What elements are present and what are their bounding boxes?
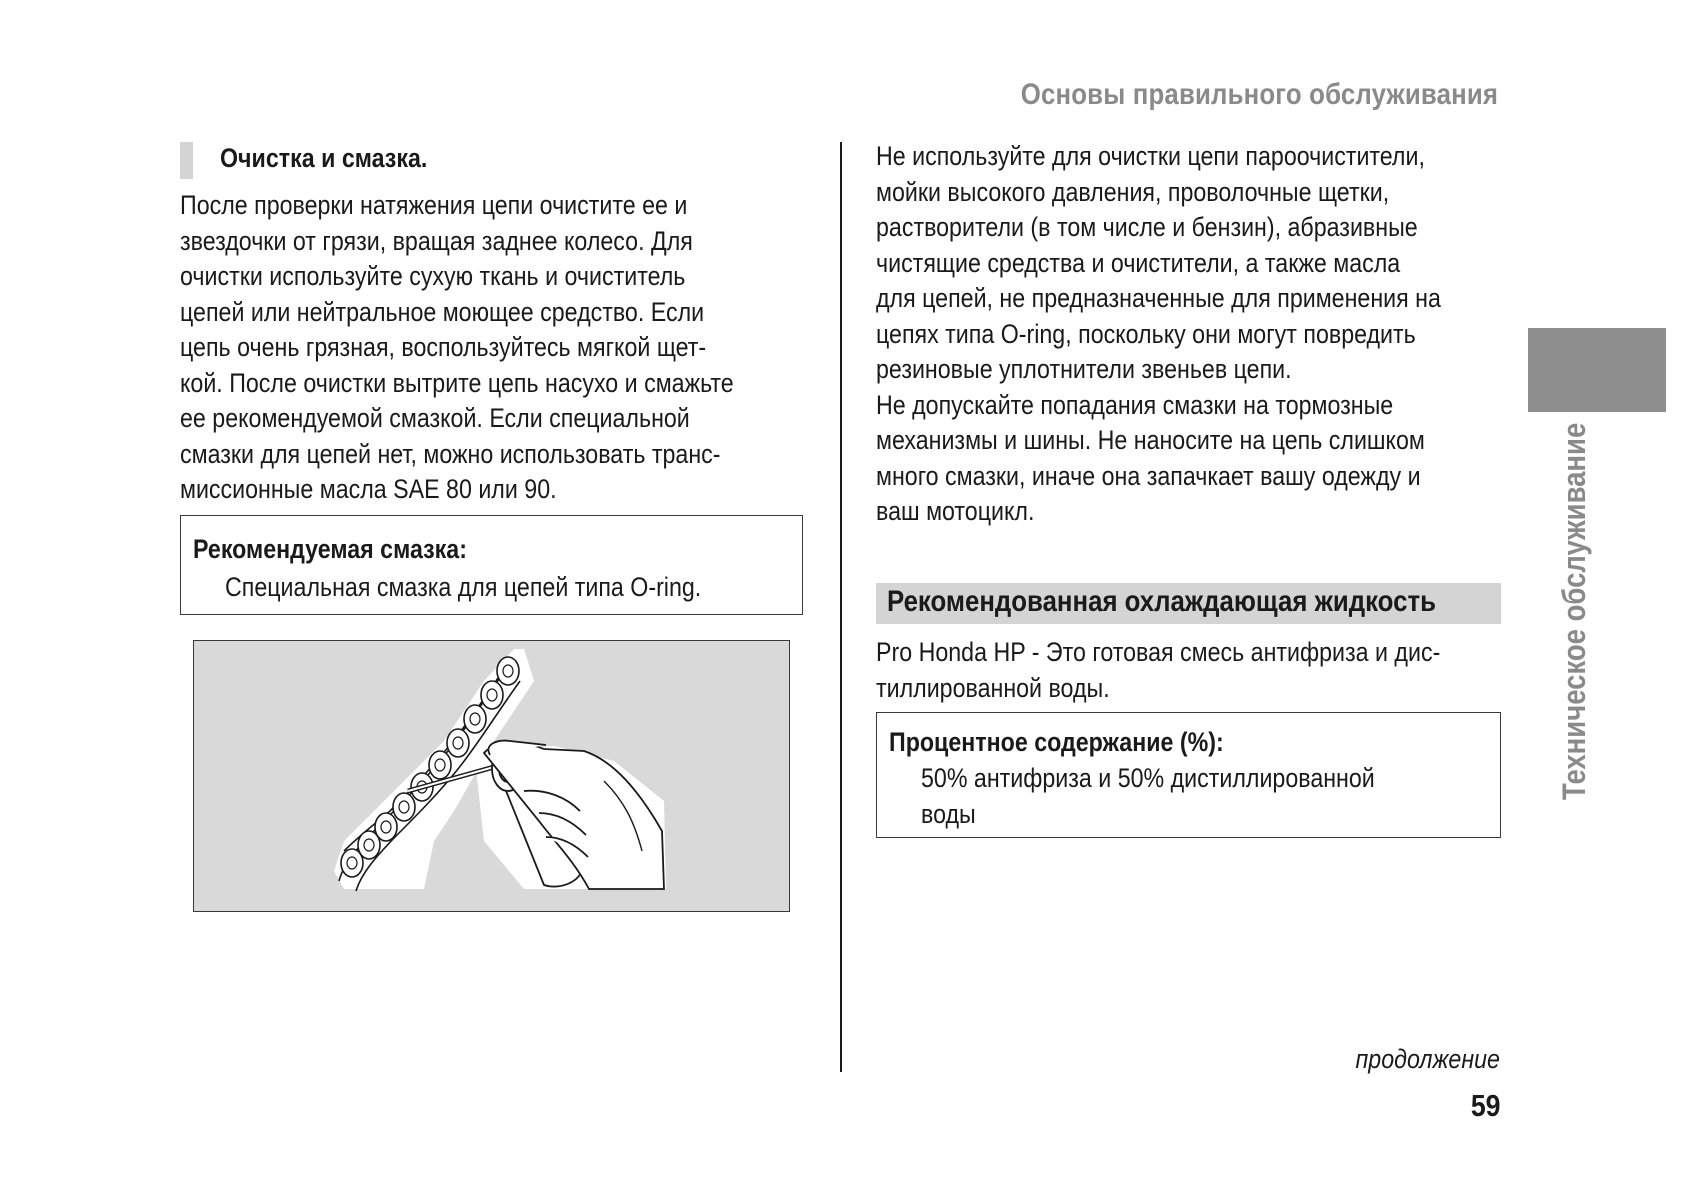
chain-lubrication-figure <box>193 640 790 912</box>
paragraph-line: кой. После очистки вытрите цепь насухо и смажьте <box>180 367 734 398</box>
paragraph-line: много смазки, иначе она запачкает вашу одежду и <box>876 460 1421 491</box>
box-line: воды <box>921 798 976 829</box>
paragraph-line: тиллированной воды. <box>876 672 1110 703</box>
heading-marker-bar <box>180 142 193 179</box>
paragraph-line: цепь очень грязная, воспользуйтесь мягкой щет- <box>180 332 707 362</box>
paragraph-line: растворители (в том числе и бензин), абразивные <box>876 212 1418 242</box>
paragraph-line: Не используйте для очистки цепи пароочистители, <box>876 141 1425 171</box>
box-line: 50% антифриза и 50% дистиллированной <box>921 763 1375 793</box>
coolant-percentage-box <box>876 712 1501 838</box>
side-tab-label <box>1556 361 1593 800</box>
paragraph-line: цепях типа O-ring, поскольку они могут повредить <box>876 318 1416 349</box>
paragraph-line: миссионные масла SAE 80 или 90. <box>180 474 557 504</box>
paragraph-line: После проверки натяжения цепи очистите ее и <box>180 190 688 220</box>
paragraph-line: звездочки от грязи, вращая заднее колесо. Для <box>180 225 693 256</box>
side-tab-label-text: Техническое обслуживание <box>1556 422 1592 800</box>
paragraph-line: очистки используйте сухую ткань и очиститель <box>180 261 686 291</box>
cleaning-lubrication-heading: Очистка и смазка. <box>220 143 428 173</box>
cleaning-warning-paragraph <box>876 139 1441 530</box>
section-header-title: Основы правильного обслуживания <box>1020 78 1498 111</box>
paragraph-line: чистящие средства и очистители, а также масла <box>876 247 1401 278</box>
paragraph-line: цепей или нейтральное моющее средство. Если <box>180 296 705 327</box>
paragraph-line: для цепей, не предназначенные для применения на <box>876 283 1441 313</box>
paragraph-line: мойки высокого давления, проволочные щетки, <box>876 176 1390 207</box>
coolant-paragraph <box>876 635 1440 706</box>
paragraph-line: Pro Honda HP - Это готовая смесь антифриза и дис- <box>876 637 1441 667</box>
coolant-percentage-text <box>921 761 1375 832</box>
paragraph-line: ваш мотоцикл. <box>876 496 1035 526</box>
chain-lubrication-illustration-icon <box>194 641 791 913</box>
coolant-heading: Рекомендованная охлаждающая жидкость <box>887 585 1436 618</box>
cleaning-lubrication-paragraph <box>180 188 734 508</box>
paragraph-line: смазки для цепей нет, можно использовать транс- <box>180 438 721 469</box>
recommended-lubricant-title: Рекомендуемая смазка: <box>193 534 467 564</box>
paragraph-line: резиновые уплотнители звеньев цепи. <box>876 354 1292 384</box>
recommended-lubricant-text: Специальная смазка для цепей типа O-ring. <box>225 572 702 602</box>
paragraph-line: механизмы и шины. Не наносите на цепь слишком <box>876 425 1425 455</box>
side-tab-marker <box>1528 328 1666 412</box>
paragraph-line: Не допускайте попадания смазки на тормозные <box>876 389 1394 420</box>
column-divider <box>840 142 842 1072</box>
recommended-lubricant-box <box>180 515 803 615</box>
page-number: 59 <box>1470 1088 1500 1123</box>
continued-label: продолжение <box>1355 1044 1500 1074</box>
coolant-percentage-title: Процентное содержание (%): <box>889 727 1224 757</box>
paragraph-line: ее рекомендуемой смазкой. Если специальной <box>180 403 690 433</box>
